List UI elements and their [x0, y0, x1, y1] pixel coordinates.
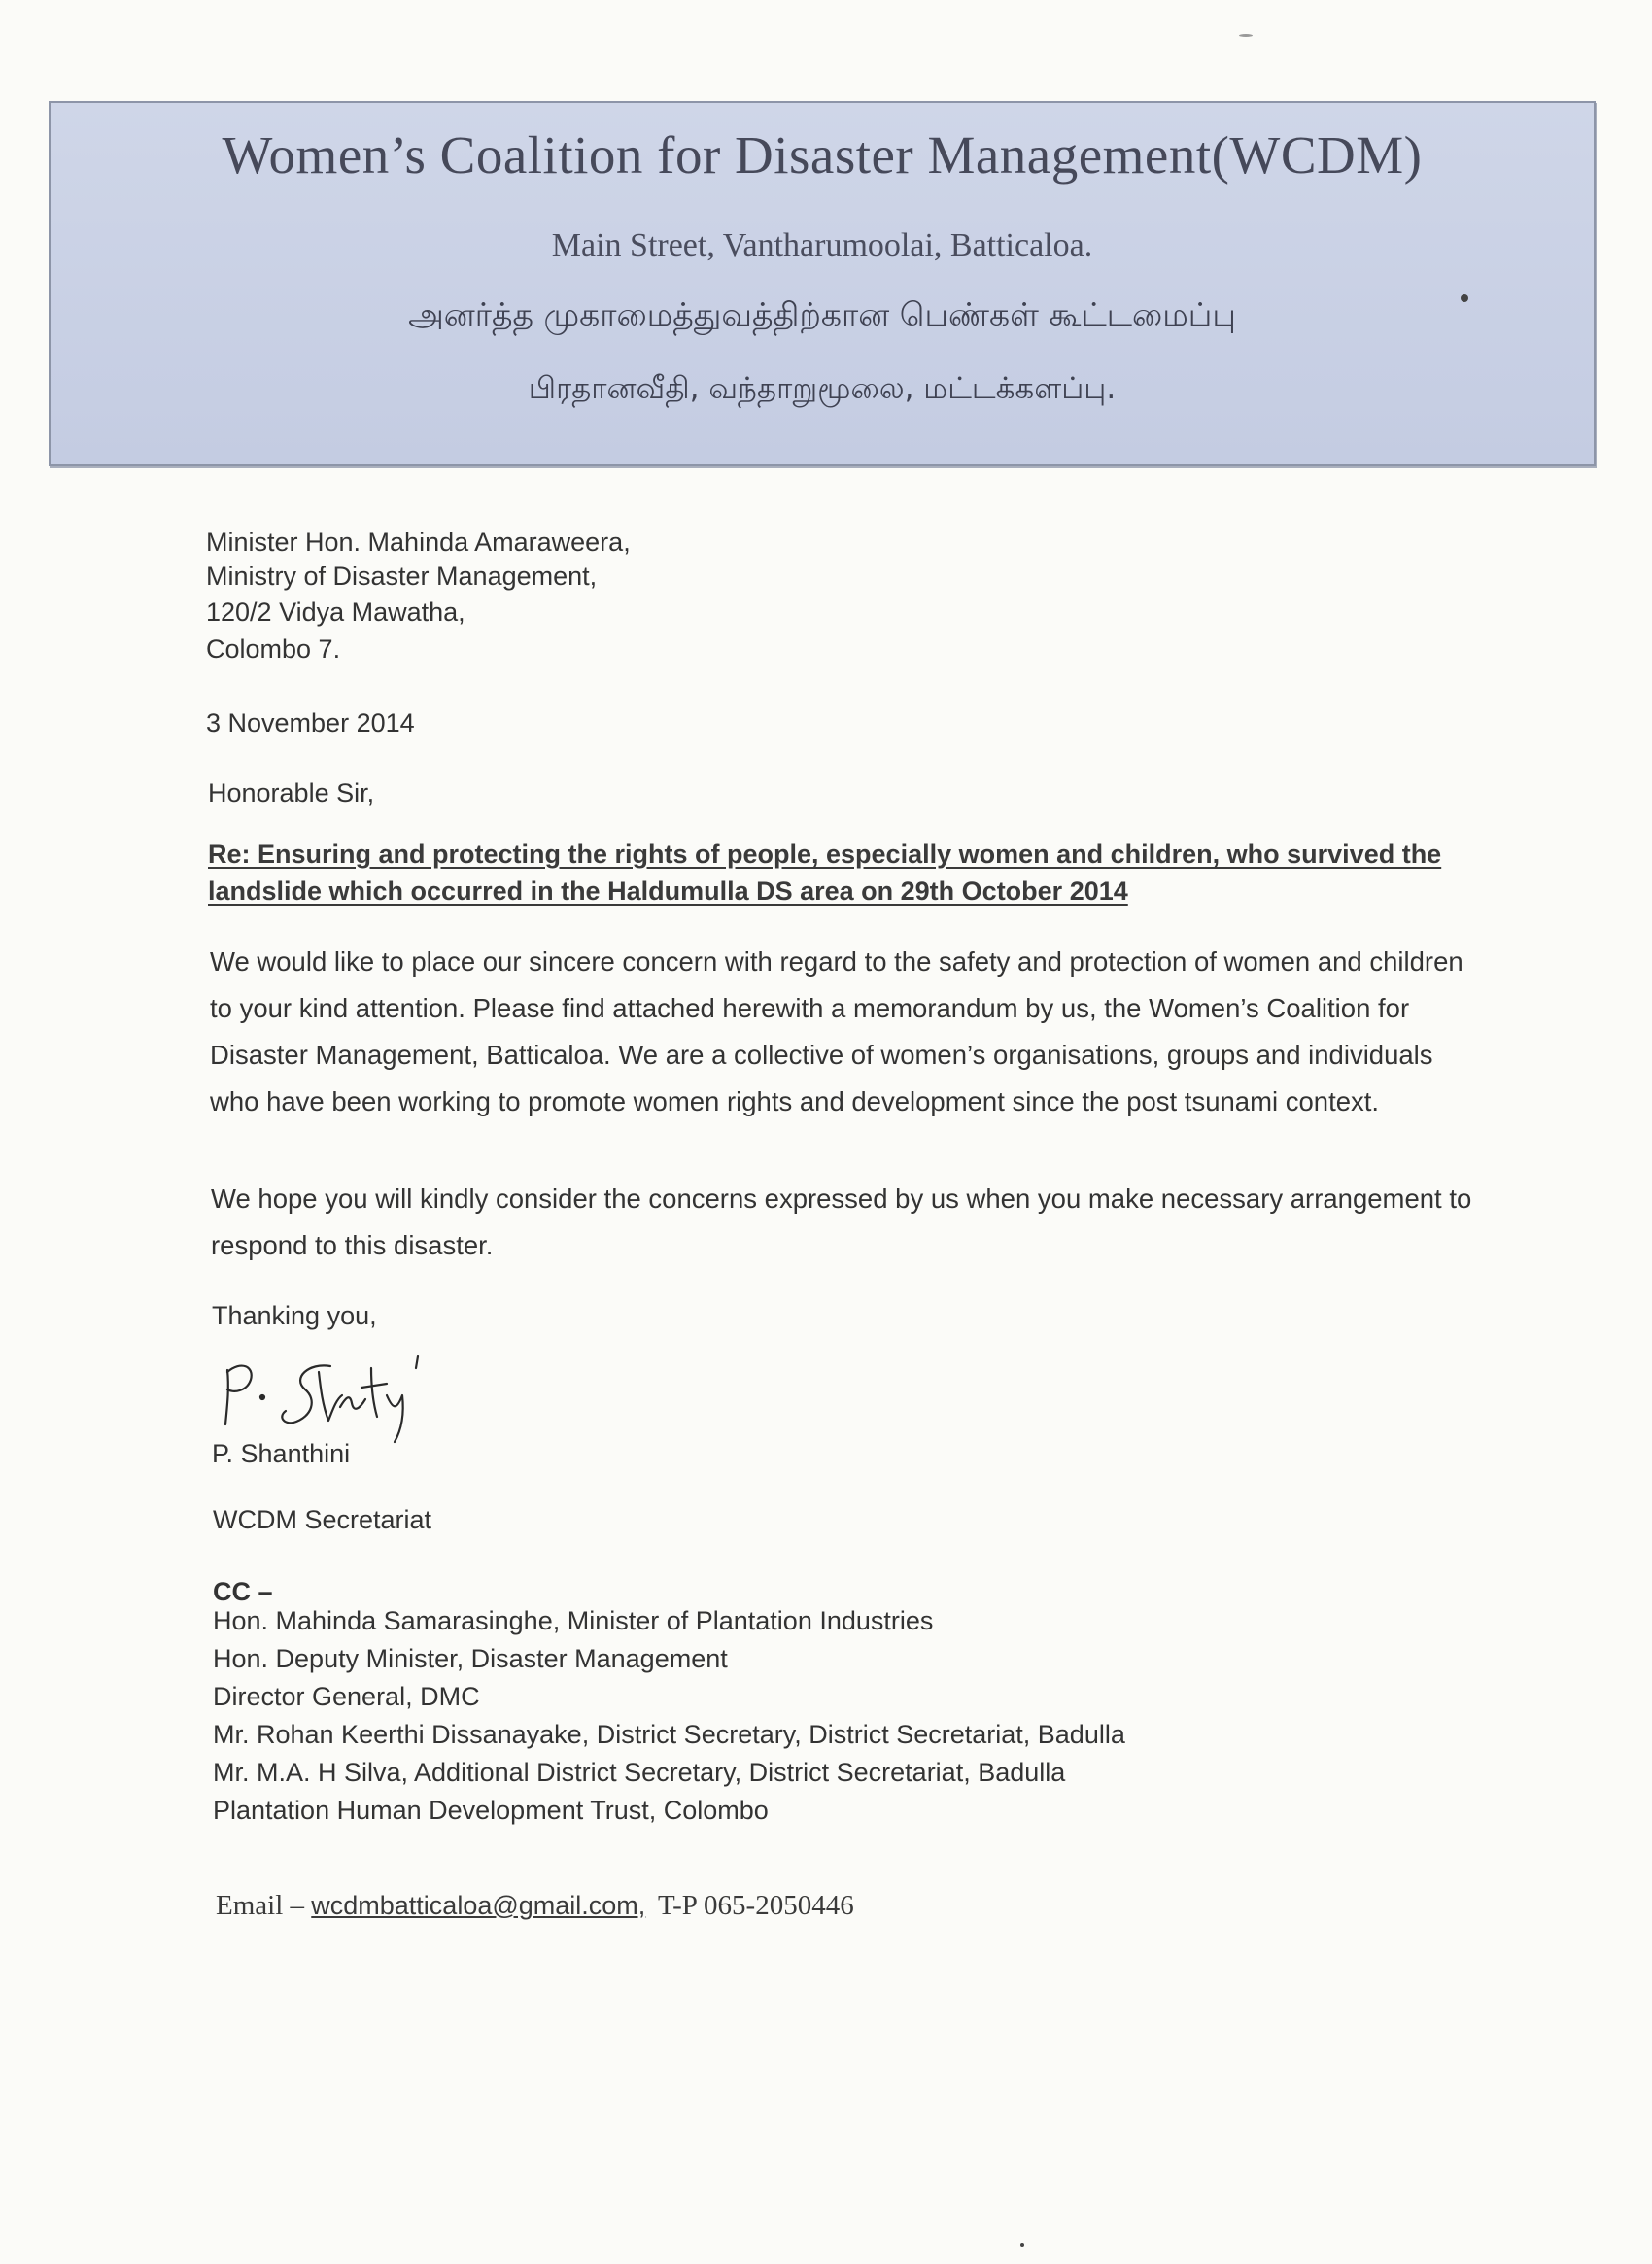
signatory-organisation: WCDM Secretariat: [213, 1505, 432, 1534]
phone-number: T-P 065-2050446: [658, 1890, 854, 1921]
organisation-name: Women’s Coalition for Disaster Management(WCDM): [222, 125, 1423, 185]
organisation-address: Main Street, Vantharumoolai, Batticaloa.: [551, 227, 1093, 263]
salutation: Honorable Sir,: [208, 778, 375, 807]
closing: Thanking you,: [212, 1301, 377, 1330]
letterhead: [49, 101, 1596, 466]
subject-line: Re: Ensuring and protecting the rights of people, especially women and children, who survived the landslide which occurred in the Haldumulla DS area on 29th October 2014: [208, 840, 1442, 906]
email-link[interactable]: wcdmbatticaloa@gmail.com,: [311, 1891, 646, 1920]
scan-speck: [1461, 294, 1468, 302]
body-paragraph: We would like to place our sincere concern with regard to the safety and protection of women and children to your kind attention. Please find attached herewith a memorandum by us, the Women’s Coalition for Disaster Management, Batticaloa. We are a collective of women’s organisations, groups and individuals who have been working to promote women rights and development since the post tsunami context.: [210, 946, 1463, 1116]
organisation-address-tamil: பிரதானவீதி, வந்தாறுமூலை, மட்டக்களப்பு.: [528, 371, 1117, 406]
cc-recipient: Director General, DMC: [213, 1682, 480, 1711]
scan-speck: [1239, 34, 1253, 37]
cc-recipient: Mr. M.A. H Silva, Additional District Secretary, District Secretariat, Badulla: [213, 1758, 1066, 1787]
signature-image: [216, 1349, 439, 1446]
body-paragraph: We hope you will kindly consider the concerns expressed by us when you make necessary arrangement to respond to this disaster.: [211, 1183, 1472, 1260]
scan-speck: [1020, 2243, 1024, 2247]
cc-recipient: Plantation Human Development Trust, Colombo: [213, 1796, 769, 1825]
recipient-line: Ministry of Disaster Management,: [206, 562, 598, 591]
signatory-name: P. Shanthini: [212, 1439, 351, 1468]
organisation-name-tamil: அனர்த்த முகாமைத்துவத்திற்கான பெண்கள் கூட்டமைப்பு: [408, 295, 1236, 333]
cc-recipient: Hon. Mahinda Samarasinghe, Minister of Plantation Industries: [213, 1606, 934, 1635]
cc-heading: CC –: [213, 1577, 273, 1606]
letter-date: 3 November 2014: [206, 708, 415, 738]
email-label: Email –: [216, 1890, 305, 1921]
cc-list: [213, 1603, 1125, 1831]
cc-recipient: Hon. Deputy Minister, Disaster Management: [213, 1644, 728, 1673]
cc-recipient: Mr. Rohan Keerthi Dissanayake, District Secretary, District Secretariat, Badulla: [213, 1720, 1125, 1749]
contact-footer: [216, 1890, 854, 1922]
recipient-line: Minister Hon. Mahinda Amaraweera,: [206, 528, 631, 557]
recipient-line: Colombo 7.: [206, 635, 341, 664]
recipient-line: 120/2 Vidya Mawatha,: [206, 598, 465, 627]
